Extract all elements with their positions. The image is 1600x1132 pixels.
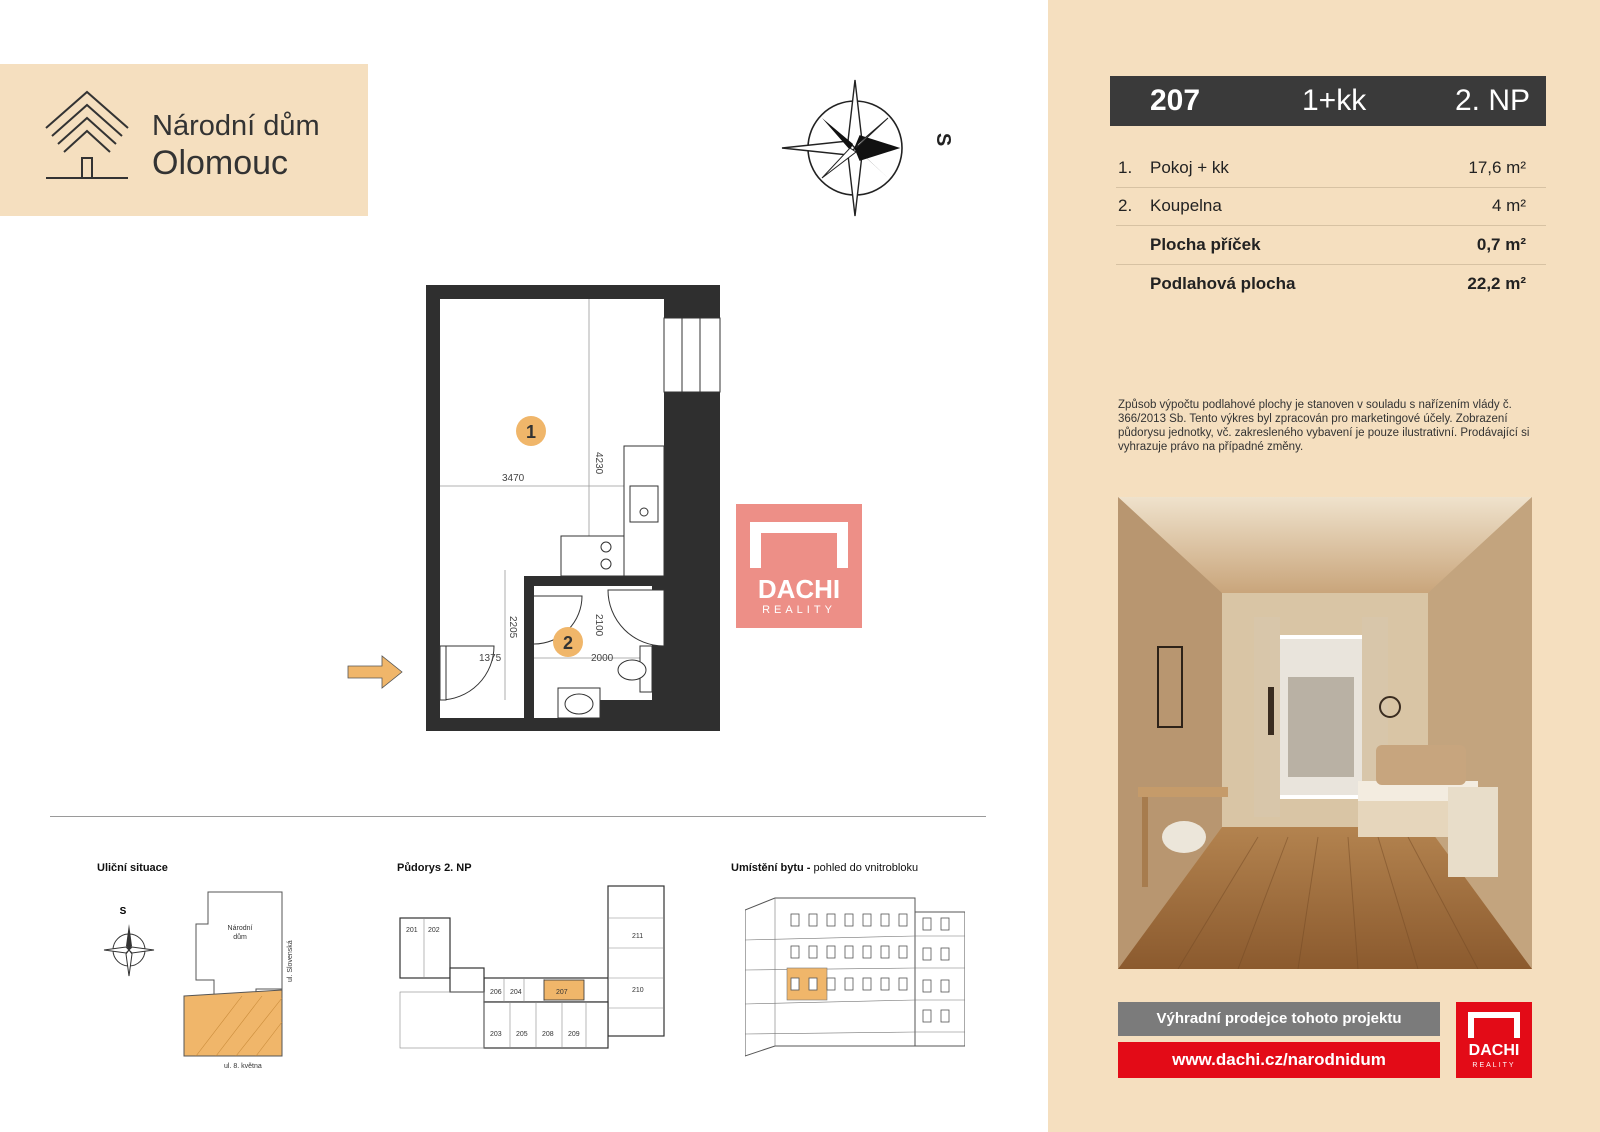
mini-compass-icon — [104, 924, 154, 976]
dimension-label: 3470 — [502, 473, 525, 484]
unit-number: 201 — [406, 927, 418, 934]
room-index: 1. — [1118, 158, 1133, 177]
dimension-label: 2100 — [593, 614, 604, 637]
map-south-label: S — [119, 906, 127, 917]
unit-type: 1+kk — [1302, 84, 1367, 117]
unit-number: 205 — [516, 1031, 528, 1038]
logo-box — [0, 64, 368, 216]
divider — [50, 816, 986, 817]
logo-name-line1: Národní dům — [152, 110, 320, 142]
dimension-label: 2205 — [507, 616, 518, 639]
floor-plan-label: Půdorys 2. NP — [397, 862, 472, 874]
total-area: 0,7 m² — [1476, 235, 1526, 254]
disclaimer-text: Způsob výpočtu podlahové plochy je stanoven v souladu s nařízením vlády č. 366/2013 Sb. Tento výkres byl zpracován pro marketingové účely. Zobrazení půdorysu jednotky, vč. zakresleného vybavení je pouze ilustrativní. Prodávající si vyhrazuje právo na případné změny. — [1118, 399, 1530, 453]
dimension-label: 2000 — [591, 653, 614, 664]
dachi-logo — [1456, 1002, 1532, 1078]
room-area: 4 m² — [1492, 196, 1526, 215]
unit-header-bar — [1110, 76, 1546, 126]
dimension-label: 1375 — [479, 653, 502, 664]
watermark-sub: REALITY — [762, 604, 836, 616]
unit-location-label: Umístění bytu - pohled do vnitrobloku — [731, 862, 919, 874]
total-row — [1116, 227, 1546, 265]
street-situation-map — [96, 884, 306, 1074]
room-marker-2: 2 — [562, 633, 574, 653]
room-row — [1116, 150, 1546, 188]
floorplan — [340, 278, 740, 736]
room-name: Pokoj + kk — [1150, 158, 1229, 177]
dachi-logo-brand: DACHI — [1468, 1042, 1520, 1059]
map-street-label: ul. Slovenská — [287, 940, 294, 982]
room-area: 17,6 m² — [1468, 158, 1526, 177]
total-name: Podlahová plocha — [1150, 274, 1296, 293]
total-row — [1116, 266, 1546, 304]
unit-number: 208 — [542, 1031, 554, 1038]
unit-number: 203 — [490, 1031, 502, 1038]
compass-rose-icon — [780, 78, 930, 220]
room-index: 2. — [1118, 196, 1133, 215]
dimension-label: 4230 — [593, 452, 604, 475]
entrance-arrow-icon — [348, 656, 402, 688]
total-area: 22,2 m² — [1467, 274, 1526, 293]
dachi-watermark-logo — [736, 504, 862, 628]
unit-number: 210 — [632, 987, 644, 994]
map-street-label: ul. 8. května — [224, 1063, 262, 1070]
unit-number: 206 — [490, 989, 502, 996]
unit-number: 209 — [568, 1031, 580, 1038]
room-name: Koupelna — [1150, 196, 1222, 215]
dachi-logo-sub: REALITY — [1472, 1062, 1516, 1069]
total-name: Plocha příček — [1150, 235, 1261, 254]
floor-overview-plan — [398, 882, 678, 1066]
unit-number: 204 — [510, 989, 522, 996]
unit-number: 202 — [428, 927, 440, 934]
street-situation-label: Uliční situace — [97, 862, 168, 874]
exclusive-seller-bar: Výhradní prodejce tohoto projektu — [1118, 1002, 1440, 1036]
building-logo-icon — [44, 90, 130, 182]
compass-south-label: S — [932, 132, 955, 147]
unit-number: 207 — [556, 989, 568, 996]
map-building-label: dům — [233, 934, 247, 941]
watermark-brand: DACHI — [757, 574, 841, 604]
unit-number: 211 — [632, 933, 644, 940]
unit-number: 207 — [1150, 84, 1201, 117]
map-building-label: Národní — [227, 925, 253, 932]
interior-render-image — [1118, 497, 1532, 969]
building-elevation-diagram — [745, 896, 965, 1060]
unit-floor: 2. NP — [1454, 84, 1530, 117]
logo-name-line2: Olomouc — [152, 144, 289, 182]
unit-info-panel — [1048, 0, 1600, 1132]
room-row — [1116, 188, 1546, 226]
website-link[interactable]: www.dachi.cz/narodnidum — [1118, 1042, 1440, 1078]
room-marker-1: 1 — [525, 422, 537, 442]
